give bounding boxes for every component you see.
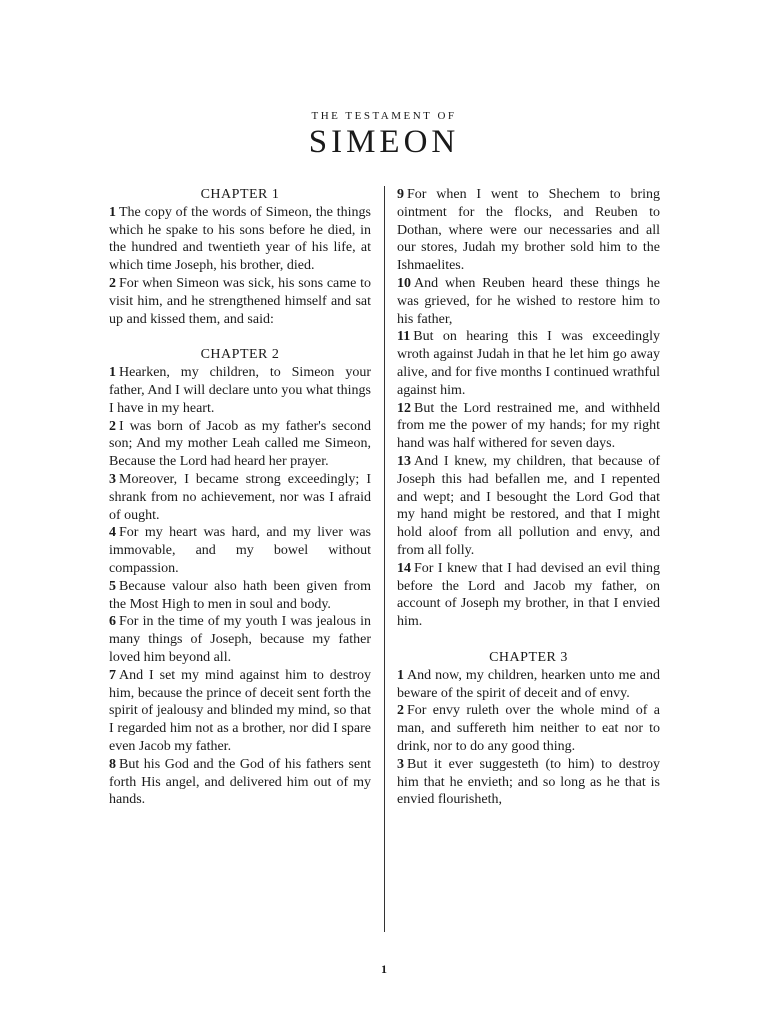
verse-number: 6	[109, 614, 116, 630]
verse	[397, 275, 660, 328]
verse-text: For I knew that I had devised an evil thing before the Lord and Jacob my father, on account of Joseph my brother, in that I envied him.	[397, 560, 660, 630]
verse-text: And I set my mind against him to destroy him, because the prince of deceit sent forth the spirit of jealousy and blinded my mind, so that I regarded him not as a brother, nor did I spare even Jacob my father.	[109, 667, 371, 754]
verse-number: 7	[109, 667, 116, 683]
verse-number: 4	[109, 525, 116, 541]
verse-number: 9	[397, 187, 404, 202]
verse	[109, 524, 371, 577]
verse	[109, 364, 371, 417]
verse	[109, 471, 371, 524]
chapter-heading: CHAPTER 2	[200, 347, 280, 363]
verse-number: 5	[109, 578, 116, 594]
verse	[397, 702, 660, 755]
verse-text: For my heart was hard, and my liver was immovable, and my bowel without compassion.	[109, 525, 371, 576]
verse-text: For envy ruleth over the whole mind of a man, and suffereth him neither to eat nor to drink, nor to do any good thing.	[397, 703, 660, 754]
verse	[109, 613, 371, 666]
verse	[109, 667, 371, 756]
verse-number: 3	[397, 756, 404, 772]
verse-number: 8	[109, 756, 116, 772]
verse-text: Hearken, my children, to Simeon your father, And I will declare unto you what things I have in my heart.	[109, 365, 371, 416]
chapter-heading: CHAPTER 1	[200, 187, 280, 202]
verse-text: But on hearing this I was exceedingly wroth against Judah in that he let him go away alive, and for five months I continued wrathful against him.	[397, 329, 660, 398]
verse	[397, 560, 660, 631]
verse-number: 14	[397, 560, 411, 576]
verse	[109, 204, 371, 275]
verse	[109, 275, 371, 328]
verse-number: 1	[109, 365, 116, 381]
verse-number: 12	[397, 400, 411, 416]
verse-number: 13	[397, 453, 411, 469]
verse-number: 11	[397, 329, 411, 345]
verse-text: But it ever suggesteth (to him) to destroy him that he envieth; and so long as he that is envied flourisheth,	[397, 756, 660, 808]
verse-number: 3	[109, 471, 116, 487]
book-title: SIMEON	[308, 124, 460, 160]
verse-number: 2	[397, 703, 404, 719]
verse-text: But his God and the God of his fathers sent forth His angel, and delivered him out of my hands.	[109, 756, 371, 808]
verse-text: And when Reuben heard these things he was grieved, for he wished to restore him to his father,	[397, 275, 660, 327]
verse-text: For when I went to Shechem to bring ointment for the flocks, and Reuben to Dothan, where were our necessaries and all our stores, Judah my brother sold him to the Ishmaelites.	[397, 187, 660, 274]
verse-text: For when Simeon was sick, his sons came to visit him, and he strengthened himself and sat up and kissed them, and said:	[109, 275, 371, 327]
verse	[397, 756, 660, 809]
left-column	[109, 186, 371, 809]
verse	[109, 418, 371, 471]
page-number: 1	[381, 962, 387, 976]
verse-text: And I knew, my children, that because of Joseph this had befallen me, and I repented and wept; and I besought the Lord God that my hand might be restored, and that I might hold aloof from all pollution and envy, and from all folly.	[397, 453, 660, 558]
verse	[109, 756, 371, 809]
chapter-heading: CHAPTER 3	[489, 649, 568, 665]
verse	[397, 667, 660, 703]
book-supertitle: THE TESTAMENT OF	[311, 110, 457, 122]
verse	[397, 328, 660, 399]
verse	[397, 400, 660, 453]
verse-number: 10	[397, 275, 411, 291]
verse-number: 1	[109, 204, 116, 220]
verse-number: 1	[397, 667, 404, 683]
right-column	[397, 186, 660, 809]
verse-text: I was born of Jacob as my father's second son; And my mother Leah called me Simeon, Because the Lord had heard her prayer.	[109, 418, 371, 470]
verse-text: Moreover, I became strong exceedingly; I shrank from no achievement, nor was I afraid of ought.	[109, 471, 371, 523]
verse-text: Because valour also hath been given from the Most High to men in soul and body.	[109, 578, 371, 612]
verse	[109, 578, 371, 614]
verse-text: But the Lord restrained me, and withheld from me the power of my hands; for my right hand was half withered for seven days.	[397, 400, 660, 452]
verse-text: And now, my children, hearken unto me and beware of the spirit of deceit and of envy.	[397, 667, 660, 701]
verse-number: 2	[109, 275, 116, 291]
verse-text: The copy of the words of Simeon, the things which he spake to his sons before he died, in the hundred and twentieth year of his life, at which time Joseph, his brother, died.	[109, 204, 371, 274]
verse	[397, 186, 660, 275]
verse-number: 2	[109, 418, 116, 434]
verse	[397, 453, 660, 560]
verse-text: For in the time of my youth I was jealous in many things of Joseph, because my father loved him beyond all.	[109, 614, 371, 665]
column-divider	[384, 186, 385, 932]
